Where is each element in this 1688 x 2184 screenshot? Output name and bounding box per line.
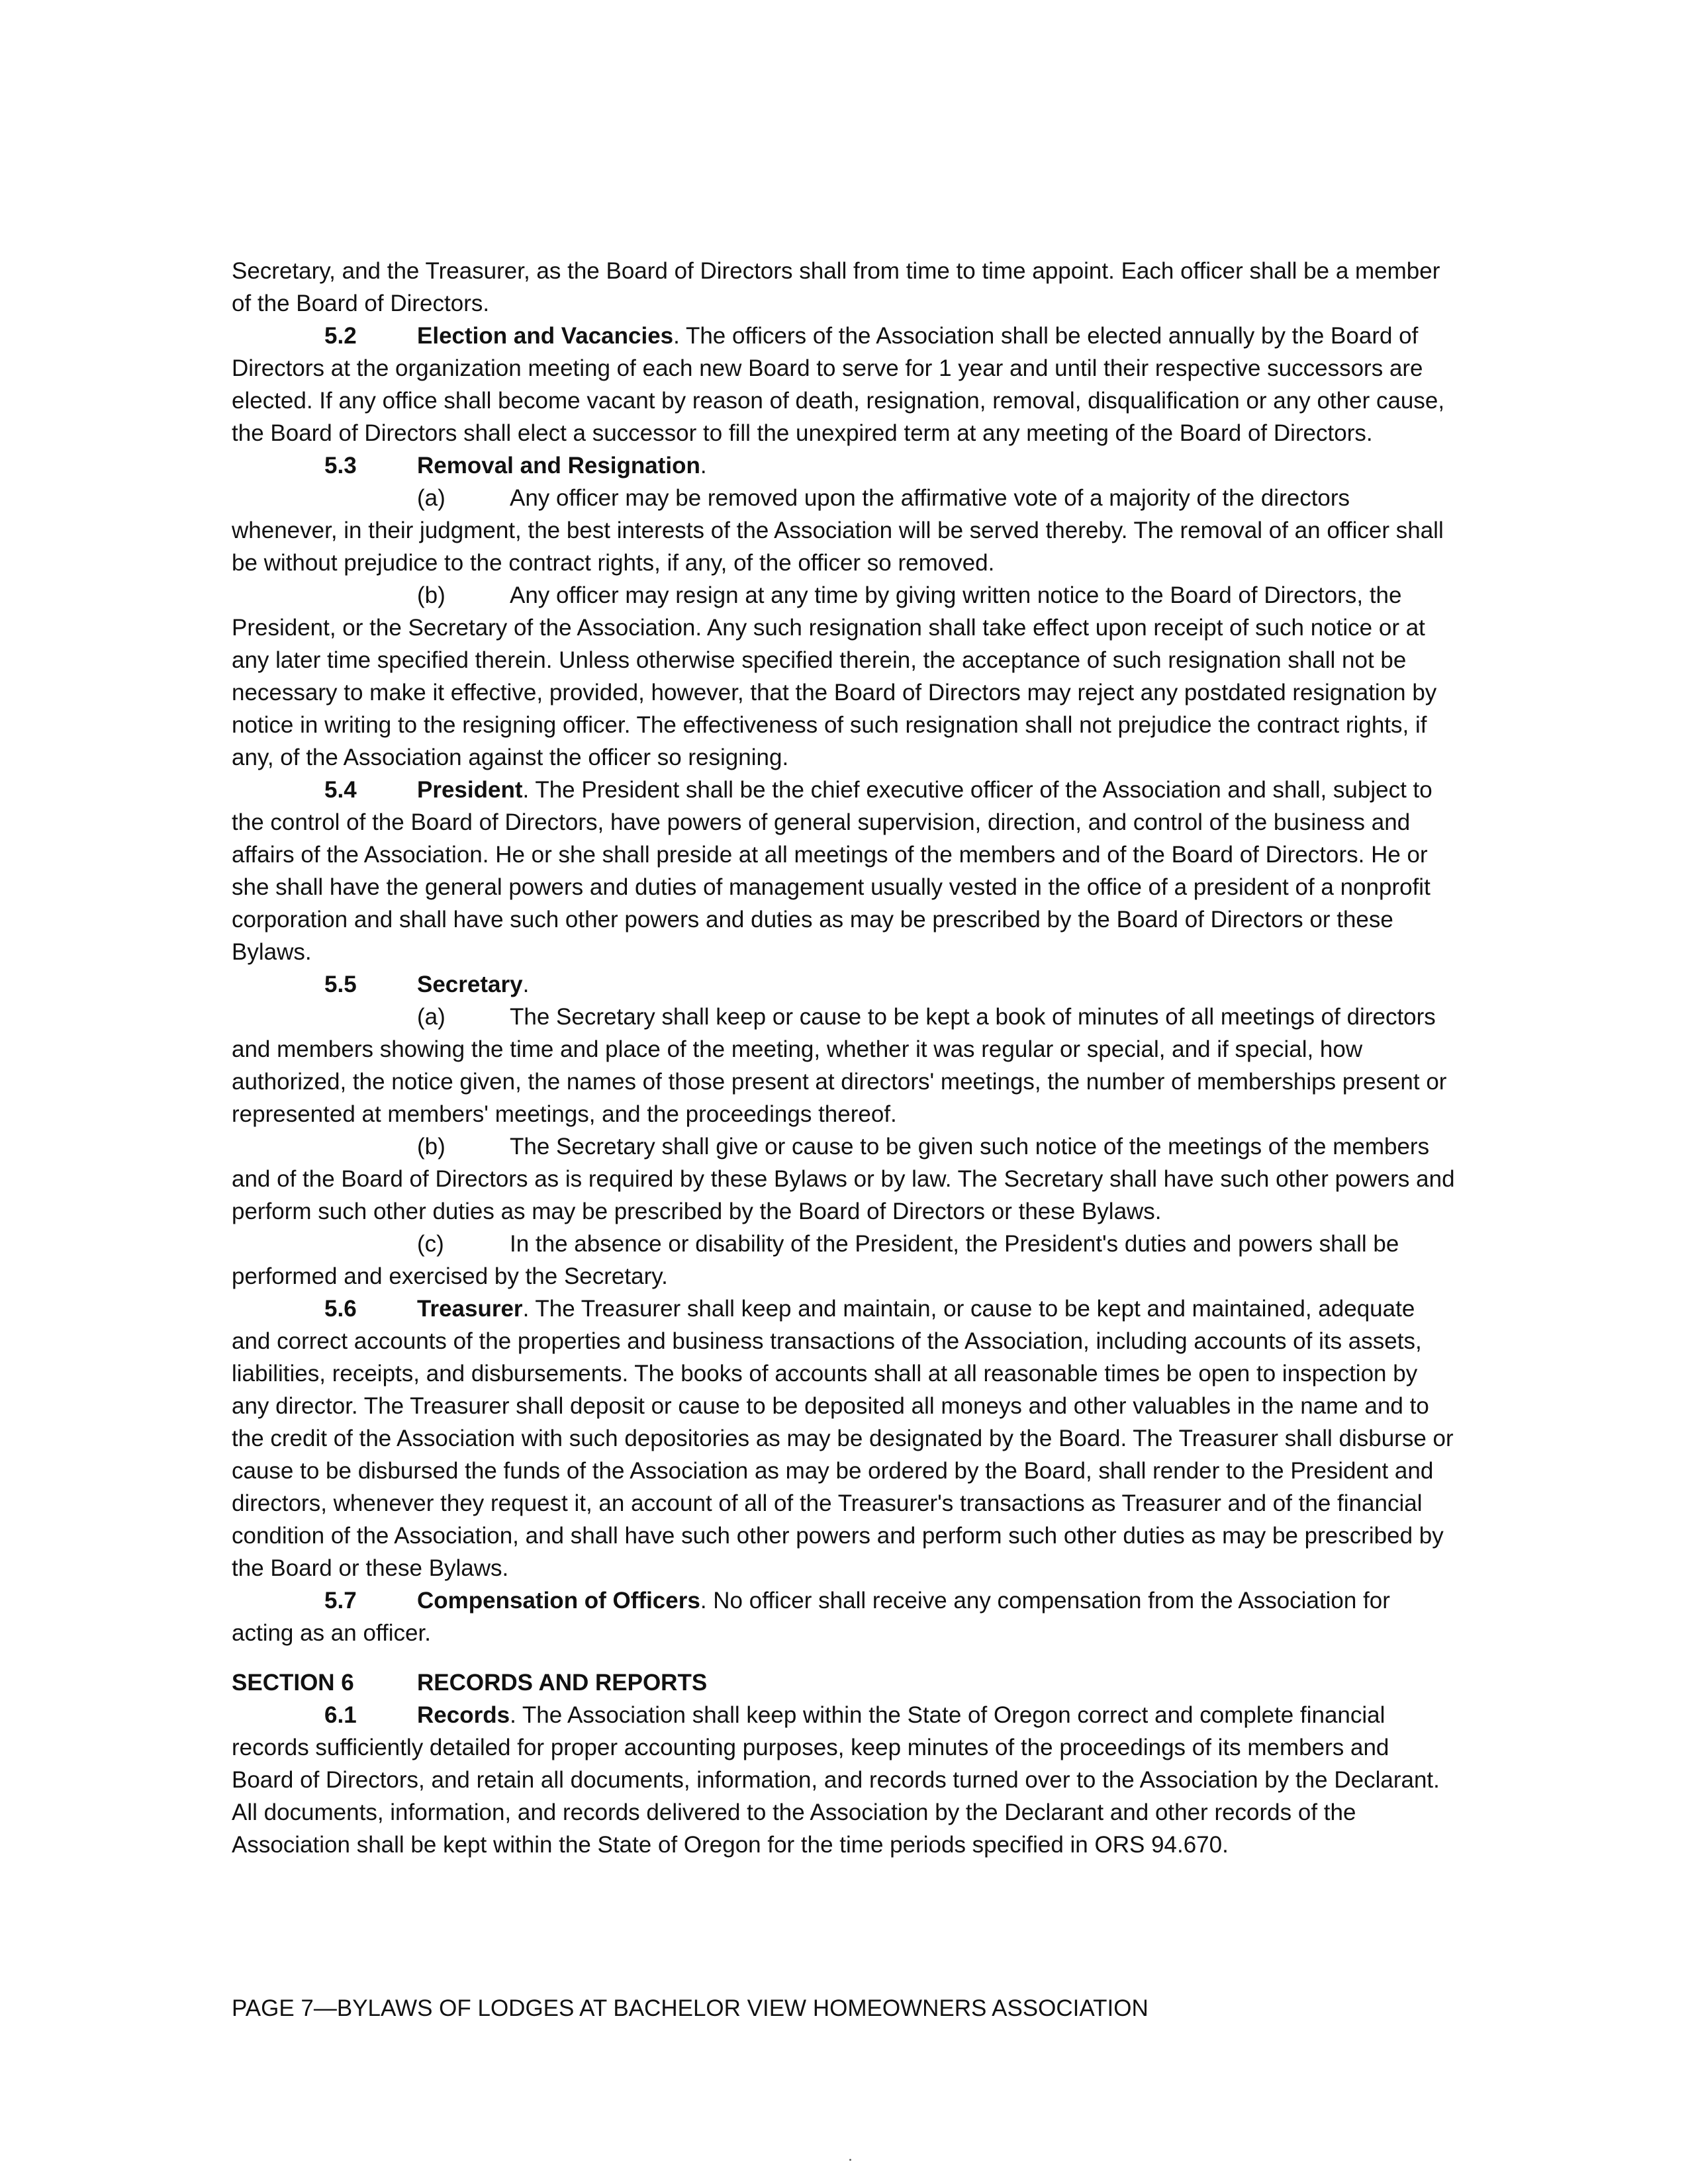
section-text: . No officer shall receive any compensation from the Association for acting as an officer. (232, 1588, 1390, 1646)
section-5-4 (232, 774, 1456, 968)
section-6-heading (232, 1666, 1456, 1699)
section-heading: Records (417, 1702, 510, 1728)
subsection-label: (b) (417, 1134, 445, 1160)
section-text: . (700, 453, 707, 478)
section-number: 5.3 (324, 453, 357, 478)
subsection-label: (a) (417, 485, 445, 511)
section-heading: Treasurer (417, 1296, 523, 1322)
section-5-5-a (232, 1001, 1456, 1130)
section-number: 5.2 (324, 323, 357, 349)
section-number: 6.1 (324, 1702, 357, 1728)
section-number: 5.6 (324, 1296, 357, 1322)
subsection-text: The Secretary shall give or cause to be given such notice of the meetings of the members and of the Board of Directors as is required by these Bylaws or by law. The Secretary shall have such other powers and perform such other duties as may be prescribed by the Board of Directors or these Bylaws. (232, 1134, 1455, 1224)
subsection-label: (b) (417, 582, 445, 608)
section-5-5-b (232, 1130, 1456, 1228)
section-text: . The Association shall keep within the State of Oregon correct and complete financial records sufficiently detailed for proper accounting purposes, keep minutes of the proceedings of its members and Board of Directors, and retain all documents, information, and records turned over to the Association by the Declarant. All documents, information, and records delivered to the Association by the Declarant and other records of the Association shall be kept within the State of Oregon for the time periods specified in ORS 94.670. (232, 1702, 1440, 1858)
section-6-number: SECTION 6 (232, 1670, 354, 1696)
section-number: 5.5 (324, 972, 357, 997)
subsection-label: (c) (417, 1231, 444, 1257)
section-5-7 (232, 1584, 1456, 1649)
section-heading: Election and Vacancies (417, 323, 674, 349)
section-5-2 (232, 320, 1456, 449)
subsection-text: In the absence or disability of the President, the President's duties and powers shall be performed and exercised by the Secretary. (232, 1231, 1399, 1289)
section-heading: Compensation of Officers (417, 1588, 700, 1614)
subsection-text: Any officer may be removed upon the affirmative vote of a majority of the directors whenever, in their judgment, the best interests of the Association will be served thereby. The removal of an officer shall be without prejudice to the contract rights, if any, of the officer so removed. (232, 485, 1444, 576)
section-heading: Removal and Resignation (417, 453, 700, 478)
scan-speck (849, 2159, 851, 2161)
section-6-title: RECORDS AND REPORTS (417, 1670, 708, 1696)
page-footer: PAGE 7—BYLAWS OF LODGES AT BACHELOR VIEW HOMEOWNERS ASSOCIATION (232, 1995, 1149, 2021)
intro-paragraph: Secretary, and the Treasurer, as the Board of Directors shall from time to time appoint. Each officer shall be a member of the Board of Directors. (232, 258, 1440, 316)
section-5-5-c (232, 1228, 1456, 1293)
section-number: 5.7 (324, 1588, 357, 1614)
section-5-5 (232, 968, 1456, 1001)
section-5-3-b (232, 579, 1456, 774)
section-number: 5.4 (324, 777, 357, 803)
section-heading: Secretary (417, 972, 523, 997)
section-5-3-a (232, 482, 1456, 579)
subsection-text: The Secretary shall keep or cause to be kept a book of minutes of all meetings of directors and members showing the time and place of the meeting, whether it was regular or special, and if special, how authorized, the notice given, the names of those present at directors' meetings, the number of memberships present or represented at members' meetings, and the proceedings thereof. (232, 1004, 1447, 1127)
section-text: . (522, 972, 530, 997)
section-5-6 (232, 1293, 1456, 1584)
section-text: . The Treasurer shall keep and maintain, or cause to be kept and maintained, adequate and correct accounts of the properties and business transactions of the Association, including accounts of its assets, liabilities, receipts, and disbursements. The books of accounts shall at all reasonable times be open to inspection by any director. The Treasurer shall deposit or cause to be deposited all moneys and other valuables in the name and to the credit of the Association with such depositories as may be designated by the Board. The Treasurer shall disburse or cause to be disbursed the funds of the Association as may be ordered by the Board, shall render to the President and directors, whenever they request it, an account of all of the Treasurer's transactions as Treasurer and of the financial condition of the Association, and shall have such other powers and perform such other duties as may be prescribed by the Board or these Bylaws. (232, 1296, 1454, 1581)
section-text: . The President shall be the chief executive officer of the Association and shall, subject to the control of the Board of Directors, have powers of general supervision, direction, and control of the business and affairs of the Association. He or she shall preside at all meetings of the members and of the Board of Directors. He or she shall have the general powers and duties of management usually vested in the office of a president of a nonprofit corporation and shall have such other powers and duties as may be prescribed by the Board of Directors or these Bylaws. (232, 777, 1432, 965)
subsection-label: (a) (417, 1004, 445, 1030)
section-text: . The officers of the Association shall be elected annually by the Board of Directors at the organization meeting of each new Board to serve for 1 year and until their respective successors are elected. If any office shall become vacant by reason of death, resignation, removal, disqualification or any other cause, the Board of Directors shall elect a successor to fill the unexpired term at any meeting of the Board of Directors. (232, 323, 1445, 446)
section-6-1 (232, 1699, 1456, 1861)
section-5-3 (232, 449, 1456, 482)
section-heading: President (417, 777, 523, 803)
subsection-text: Any officer may resign at any time by giving written notice to the Board of Directors, the President, or the Secretary of the Association. Any such resignation shall take effect upon receipt of such notice or at any later time specified therein. Unless otherwise specified therein, the acceptance of such resignation shall not be necessary to make it effective, provided, however, that the Board of Directors may reject any postdated resignation by notice in writing to the resigning officer. The effectiveness of such resignation shall not prejudice the contract rights, if any, of the Association against the officer so resigning. (232, 582, 1437, 770)
document-body (232, 255, 1456, 1861)
